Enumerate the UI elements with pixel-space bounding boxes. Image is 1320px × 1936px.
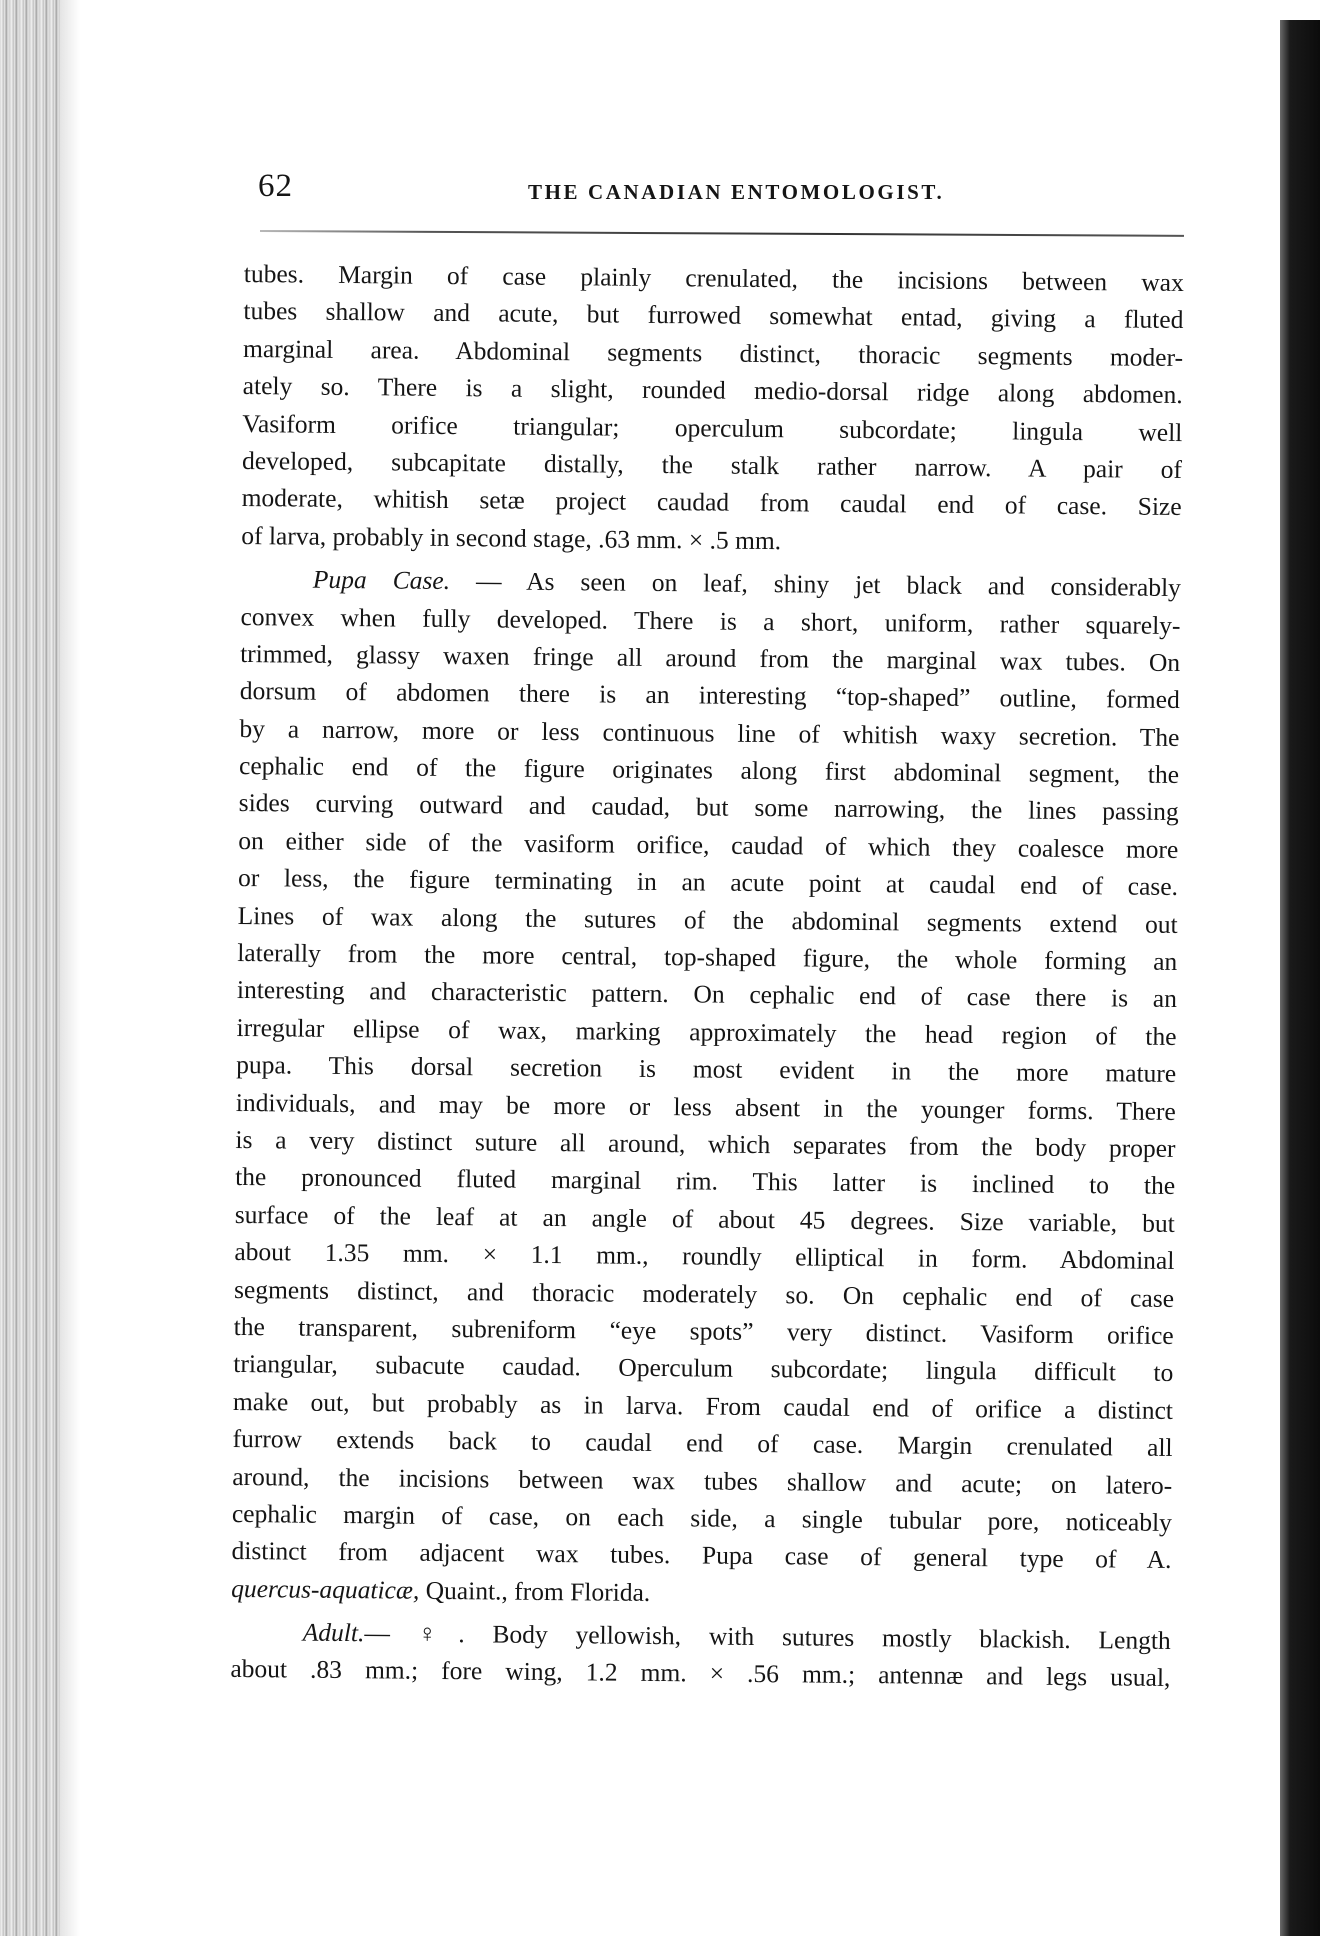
text-line: cephalic margin of case, on each side, a single tubular pore, noticeably bbox=[231, 1498, 1173, 1537]
text-line: by a narrow, more or less continuous line of whitish waxy secretion. The bbox=[239, 713, 1180, 752]
text-line: sides curving outward and caudad, but some narrowing, the lines passing bbox=[238, 788, 1179, 827]
text-line: Lines of wax along the sutures of the abdominal segments extend out bbox=[237, 900, 1178, 939]
text-line: the pronounced fluted marginal rim. This latter is inclined to the bbox=[235, 1162, 1176, 1201]
text-line: dorsum of abdomen there is an interesting “top-shaped” outline, formed bbox=[239, 676, 1180, 715]
paragraph-pupa-case bbox=[231, 560, 1181, 1616]
body-text bbox=[230, 255, 1184, 1697]
text-line: segments distinct, and thoracic moderately so. On cephalic end of case bbox=[233, 1274, 1175, 1313]
page-number: 62 bbox=[258, 168, 293, 204]
text-line: ately so. There is a slight, rounded medio-dorsal ridge along abdomen. bbox=[242, 371, 1183, 410]
text-line-rest: — As seen on leaf, shiny jet black and considerably bbox=[449, 566, 1182, 603]
text-line: pupa. This dorsal secretion is most evident in the more mature bbox=[236, 1050, 1177, 1089]
text-line: is a very distinct suture all around, which separates from the body proper bbox=[235, 1124, 1176, 1163]
text-line: of larva, probably in second stage, .63 mm. × .5 mm. bbox=[241, 520, 782, 555]
text-line: Vasiform orifice triangular; operculum subcordate; lingula well bbox=[242, 408, 1183, 447]
text-line-rest: — ♀. Body yellowish, with sutures mostly blackish. Length bbox=[364, 1618, 1171, 1656]
text-line-rest: Quaint., from Florida. bbox=[419, 1575, 651, 1607]
text-line: furrow extends back to caudal end of case. Margin crenulated all bbox=[232, 1424, 1173, 1463]
paragraph-larva bbox=[241, 255, 1184, 563]
text-line: triangular, subacute caudad. Operculum subcordate; lingula difficult to bbox=[233, 1349, 1174, 1388]
text-line: distinct from adjacent wax tubes. Pupa case of general type of A. bbox=[231, 1536, 1172, 1575]
text-line: surface of the leaf at an angle of about 45 degrees. Size variable, but bbox=[234, 1199, 1175, 1238]
text-line: convex when fully developed. There is a short, uniform, rather squarely- bbox=[240, 601, 1181, 640]
text-line: individuals, and may be more or less absent in the younger forms. There bbox=[235, 1087, 1176, 1126]
section-heading-adult: Adult. bbox=[302, 1617, 365, 1648]
species-name: quercus-aquaticæ, bbox=[231, 1573, 420, 1605]
section-heading-pupa-case: Pupa Case. bbox=[312, 564, 451, 596]
text-line: make out, but probably as in larva. From caudal end of orifice a distinct bbox=[232, 1386, 1174, 1425]
text-line: about .83 mm.; fore wing, 1.2 mm. × .56 mm.; antennæ and legs usual, bbox=[230, 1654, 1171, 1693]
text-line: around, the incisions between wax tubes shallow and acute; on latero- bbox=[232, 1461, 1173, 1500]
running-head: THE CANADIAN ENTOMOLOGIST. bbox=[528, 180, 945, 204]
text-line: laterally from the more central, top-shaped figure, the whole forming an bbox=[237, 937, 1178, 977]
paragraph-adult bbox=[230, 1613, 1171, 1697]
header-rule bbox=[260, 230, 1184, 237]
text-line: tubes. Margin of case plainly crenulated, the incisions between wax bbox=[243, 258, 1184, 298]
text-line: irregular ellipse of wax, marking approximately the head region of the bbox=[236, 1012, 1177, 1051]
text-line: on either side of the vasiform orifice, caudad of which they coalesce more bbox=[238, 825, 1179, 864]
text-line: moderate, whitish setæ project caudad from caudal end of case. Size bbox=[241, 483, 1182, 522]
page-header bbox=[258, 168, 1188, 218]
text-line: or less, the figure terminating in an acute point at caudal end of case. bbox=[237, 863, 1179, 902]
text-line: cephalic end of the figure originates along first abdominal segment, the bbox=[238, 751, 1180, 790]
text-line: developed, subcapitate distally, the stalk rather narrow. A pair of bbox=[241, 445, 1183, 484]
text-line: marginal area. Abdominal segments distinct, thoracic segments moder- bbox=[242, 333, 1184, 372]
text-line: the transparent, subreniform “eye spots” very distinct. Vasiform orifice bbox=[233, 1311, 1174, 1350]
text-line: tubes shallow and acute, but furrowed somewhat entad, giving a fluted bbox=[243, 296, 1184, 335]
text-line: about 1.35 mm. × 1.1 mm., roundly elliptical in form. Abdominal bbox=[234, 1237, 1175, 1276]
text-line: interesting and characteristic pattern. On cephalic end of case there is an bbox=[236, 975, 1178, 1014]
text-line: trimmed, glassy waxen fringe all around from the marginal wax tubes. On bbox=[240, 638, 1181, 677]
